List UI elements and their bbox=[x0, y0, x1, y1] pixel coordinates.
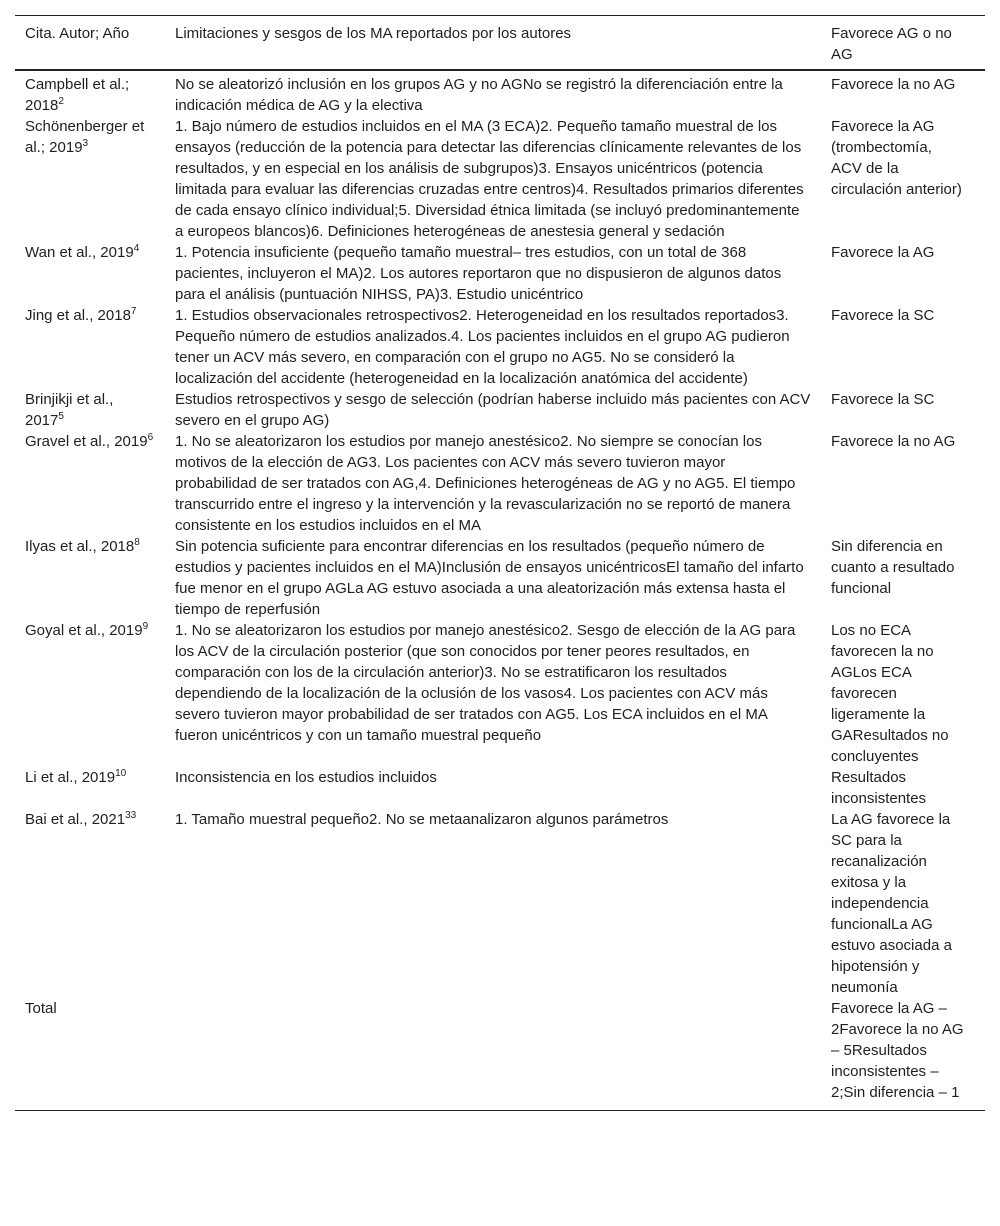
favors-cell: Favorece la no AG bbox=[831, 76, 956, 93]
total-summary: Favorece la AG – 2Favorece la no AG – 5Resultados inconsistentes – 2;Sin diferencia – 1 bbox=[831, 1000, 964, 1101]
favors-cell: Favorece la no AG bbox=[831, 433, 956, 450]
favors-cell: Los no ECA favorecen la no AGLos ECA favorecen ligeramente la GAResultados no concluyentes bbox=[831, 622, 949, 765]
limitations-cell: 1. No se aleatorizaron los estudios por manejo anestésico2. No siempre se conocían los motivos de la elección de AG3. Los pacientes con ACV más severo tuvieron mayor probabilidad de ser tratados con AG,4. Definiciones heterogéneas de AG y no AG5. El tiempo transcurrido entre el ingreso y la intervención y la revascularización no se reportó de manera consistente en los estudios incluidos en el MA bbox=[175, 433, 796, 534]
table-row bbox=[15, 389, 985, 431]
citation-cell bbox=[15, 767, 165, 809]
header-limitations: Limitaciones y sesgos de los MA reportados por los autores bbox=[175, 25, 572, 42]
reference-number: 6 bbox=[147, 432, 154, 443]
reference-number: 3 bbox=[82, 138, 89, 149]
citation-cell bbox=[15, 70, 165, 116]
table-row bbox=[15, 431, 985, 536]
limitations-cell: 1. Tamaño muestral pequeño2. No se metaanalizaron algunos parámetros bbox=[175, 811, 669, 828]
author-year: Goyal et al., 2019 bbox=[25, 622, 143, 639]
header-citation: Cita. Autor; Año bbox=[25, 25, 130, 42]
reference-number: 4 bbox=[133, 243, 140, 254]
limitations-cell: Sin potencia suficiente para encontrar diferencias en los resultados (pequeño número de estudios y pacientes incluidos en el MA)Inclusión de ensayos unicéntricosEl tamaño del infarto fue menor en el grupo AGLa AG estuvo asociada a una aleatorización más extensa hasta el tiempo de reperfusión bbox=[175, 538, 804, 618]
citation-cell bbox=[15, 116, 165, 242]
reference-number: 33 bbox=[125, 810, 137, 821]
author-year: Brinjikji et al., 2017 bbox=[25, 391, 114, 429]
citation-cell bbox=[15, 620, 165, 767]
reference-number: 8 bbox=[134, 537, 140, 548]
reference-number: 5 bbox=[58, 411, 64, 422]
citation-cell bbox=[15, 242, 165, 305]
total-row bbox=[15, 998, 985, 1111]
limitations-cell: No se aleatorizó inclusión en los grupos AG y no AGNo se registró la diferenciación entre la indicación médica de AG y la electiva bbox=[175, 76, 783, 114]
table-body bbox=[15, 70, 985, 1111]
favors-cell: Sin diferencia en cuanto a resultado funcional bbox=[831, 538, 955, 597]
table-row bbox=[15, 116, 985, 242]
table-row bbox=[15, 305, 985, 389]
limitations-cell: Estudios retrospectivos y sesgo de selección (podrían haberse incluido más pacientes con ACV severo en el grupo AG) bbox=[175, 391, 811, 429]
table-container bbox=[15, 15, 985, 1111]
author-year: Li et al., 2019 bbox=[25, 769, 116, 786]
citation-cell bbox=[15, 536, 165, 620]
author-year: Jing et al., 2018 bbox=[25, 307, 131, 324]
limitations-cell: 1. Bajo número de estudios incluidos en el MA (3 ECA)2. Pequeño tamaño muestral de los ensayos (reducción de la potencia para detectar las diferencias clínicamente relevantes de los resultados, y en especial en los análisis de subgrupos)3. Ensayos unicéntricos (potencia limitada para evaluar las diferencias cruzadas entre centros)4. Resultados primarios diferentes de cada ensayo clínico individual;5. Diversidad étnica limitada (se incluyó predominantemente a europeos blancos)6. Definiciones heterogéneas de anestesia general y sedación bbox=[175, 118, 804, 240]
reference-number: 2 bbox=[58, 96, 64, 107]
favors-cell: Resultados inconsistentes bbox=[831, 769, 927, 807]
meta-analysis-limitations-table bbox=[15, 15, 985, 1111]
reference-number: 10 bbox=[115, 768, 127, 779]
limitations-cell: Inconsistencia en los estudios incluidos bbox=[175, 769, 437, 786]
table-row bbox=[15, 620, 985, 767]
favors-cell: Favorece la SC bbox=[831, 391, 935, 408]
author-year: Schönenberger et al.; 2019 bbox=[25, 118, 145, 156]
author-year: Bai et al., 2021 bbox=[25, 811, 126, 828]
citation-cell bbox=[15, 305, 165, 389]
favors-cell: La AG favorece la SC para la recanalización exitosa y la independencia funcionalLa AG estuvo asociada a hipotensión y neumonía bbox=[831, 811, 952, 996]
reference-number: 9 bbox=[142, 621, 149, 632]
table-row bbox=[15, 767, 985, 809]
reference-number: 7 bbox=[130, 306, 137, 317]
header-row bbox=[15, 16, 985, 71]
limitations-cell: 1. Estudios observacionales retrospectivos2. Heterogeneidad en los resultados reportados3. Pequeño número de estudios analizados.4. Los pacientes incluidos en el grupo AG pudieron tener un ACV más severo, en comparación con el grupo no AG5. No se consideró la localización del accidente (heterogeneidad en la localización anatómica del accidente) bbox=[175, 307, 790, 387]
author-year: Wan et al., 2019 bbox=[25, 244, 134, 261]
citation-cell bbox=[15, 809, 165, 998]
favors-cell: Favorece la SC bbox=[831, 307, 935, 324]
limitations-cell: 1. Potencia insuficiente (pequeño tamaño muestral– tres estudios, con un total de 368 pacientes, incluyeron el MA)2. Los autores reportaron que no dispusieron de algunos datos para el análisis (puntuación NIHSS, PA)3. Estudio unicéntrico bbox=[175, 244, 782, 303]
table-header bbox=[15, 16, 985, 71]
author-year: Ilyas et al., 2018 bbox=[25, 538, 135, 555]
limitations-cell: 1. No se aleatorizaron los estudios por manejo anestésico2. Sesgo de elección de la AG para los ACV de la circulación posterior (que son conocidos por tener peores resultados, en comparación con los de la circulación anterior)3. No se estratificaron los resultados dependiendo de la localización de la oclusión de los vasos4. Los pacientes con ACV más severo tuvieron mayor probabilidad de ser tratados con AG5. Los ECA incluidos en el MA fueron unicéntricos y con un tamaño muestral pequeño bbox=[175, 622, 796, 744]
limitations-cell bbox=[165, 998, 821, 1111]
table-row bbox=[15, 242, 985, 305]
table-row bbox=[15, 536, 985, 620]
citation-cell bbox=[15, 431, 165, 536]
table-row bbox=[15, 809, 985, 998]
header-favors: Favorece AG o no AG bbox=[831, 25, 952, 63]
table-row bbox=[15, 70, 985, 116]
citation-cell bbox=[15, 389, 165, 431]
favors-cell: Favorece la AG bbox=[831, 244, 935, 261]
favors-cell: Favorece la AG (trombectomía, ACV de la circulación anterior) bbox=[831, 118, 962, 198]
total-label: Total bbox=[25, 1000, 57, 1017]
author-year: Gravel et al., 2019 bbox=[25, 433, 148, 450]
author-year: Campbell et al.; 2018 bbox=[25, 76, 130, 114]
